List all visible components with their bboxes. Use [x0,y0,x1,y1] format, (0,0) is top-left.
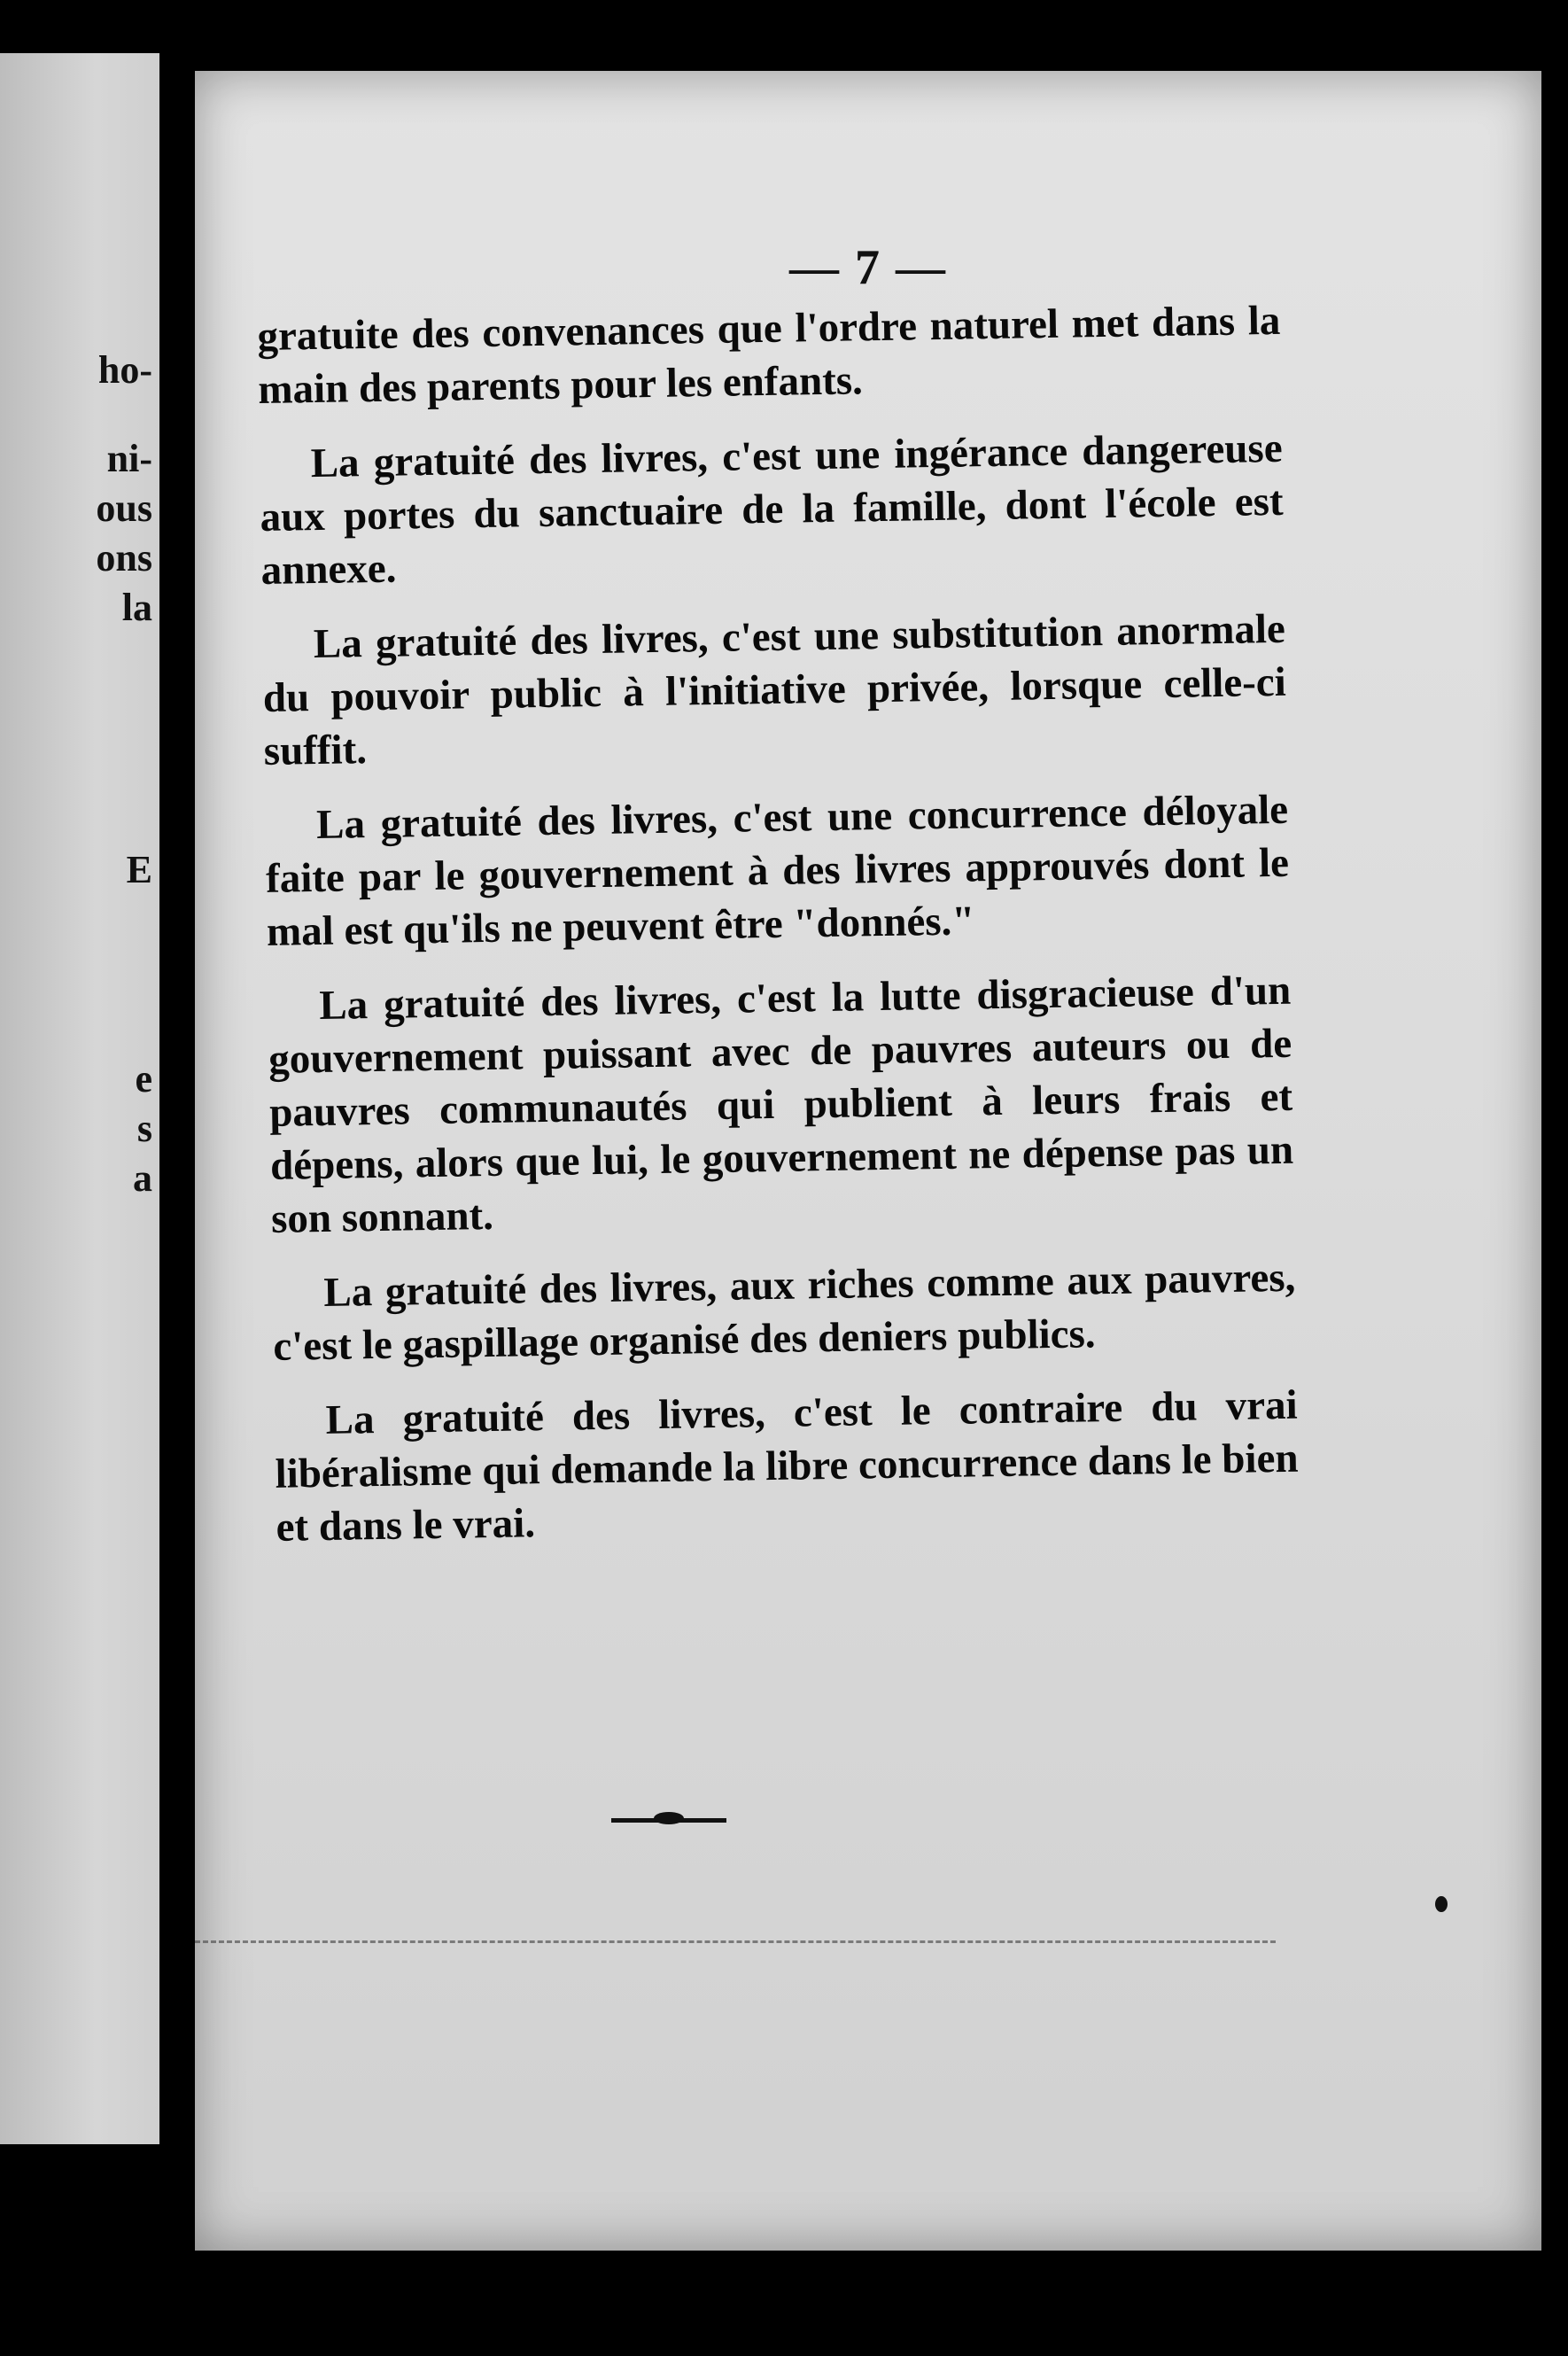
page-body [257,294,1300,1575]
paragraph: La gratuité des livres, c'est le contraire du vrai libéralisme qui demande la libre concurrence dans le bien et dans le vrai. [275,1381,1299,1551]
previous-page-fragment: E [126,848,152,891]
book-gutter [159,0,195,2356]
paragraph: gratuite des convenances que l'ordre naturel met dans la main des parents pour les enfants. [257,297,1281,413]
page-number: — 7 — [789,240,947,295]
previous-page-fragment: a [133,1156,152,1200]
ink-speck [1435,1896,1448,1912]
previous-page-fragment: s [136,1107,152,1150]
end-ornament [611,1818,726,1835]
previous-page-fragment: ous [96,486,152,530]
paragraph: La gratuité des livres, c'est la lutte disgracieuse d'un gouvernement puissant avec de pauvres auteurs ou de pauvres communautés qui publient à leurs frais et dépens, alors que lui, le gouvernement ne dépense pas un son sonnant. [268,967,1294,1242]
previous-page-edge [0,53,159,2144]
paragraph: La gratuité des livres, c'est une concurrence déloyale faite par le gouvernement à des livres approuvés dont le mal est qu'ils ne peuvent être "donnés." [265,786,1290,955]
bleed-through-line [195,1940,1276,1948]
previous-page-text-fragments [96,346,152,1203]
paragraph: La gratuité des livres, c'est une substitution anormale du pouvoir public à l'initiative privée, lorsque celle-ci suffit. [262,605,1287,774]
previous-page-fragment: ons [96,536,152,579]
previous-page-fragment: ni- [106,437,152,480]
paragraph: La gratuité des livres, c'est une ingérance dangereuse aux portes du sanctuaire de la famille, dont l'école est annexe. [260,424,1284,594]
previous-page-fragment: la [121,586,152,629]
paragraph: La gratuité des livres, aux riches comme aux pauvres, c'est le gaspillage organisé des deniers publics. [272,1254,1296,1370]
previous-page-fragment: ho- [97,348,152,392]
book-page [195,71,1541,2251]
previous-page-fragment: e [135,1057,152,1100]
